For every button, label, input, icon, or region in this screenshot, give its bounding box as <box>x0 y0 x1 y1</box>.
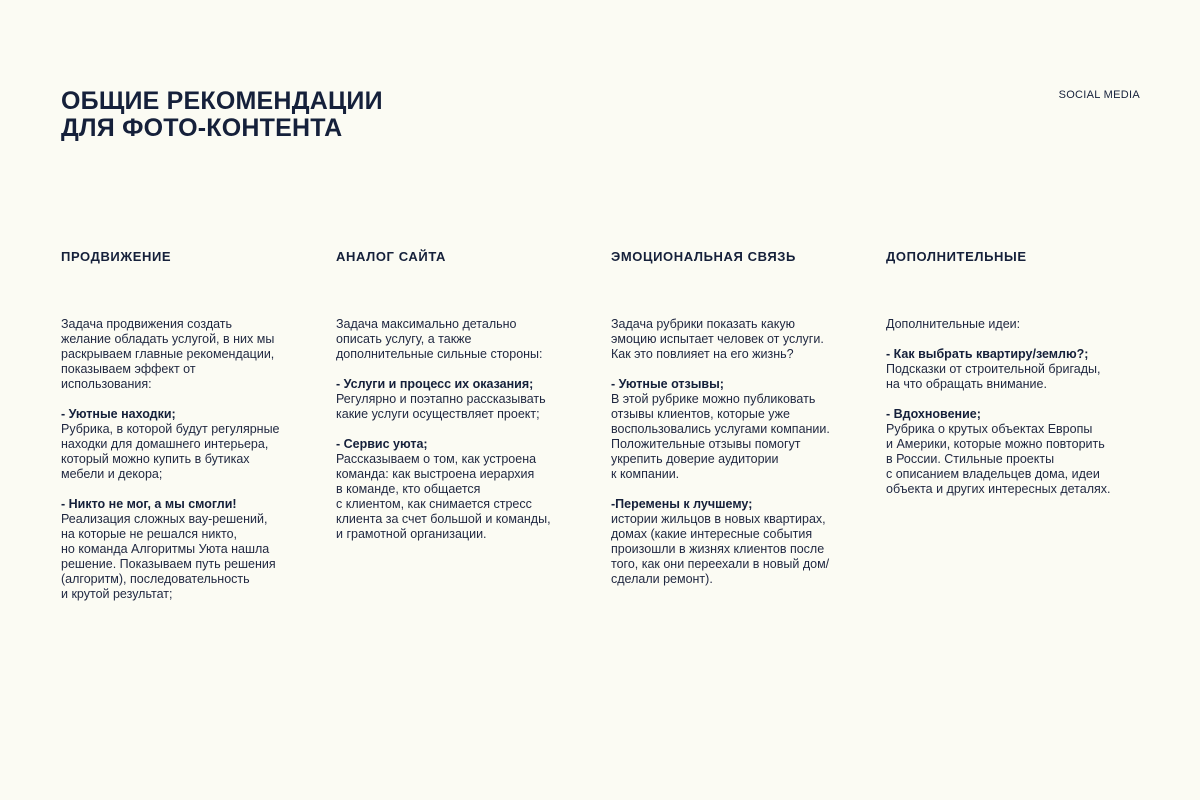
column-heading: ПРОДВИЖЕНИЕ <box>61 249 172 264</box>
column-body <box>336 317 576 542</box>
column-site-analog <box>336 249 576 557</box>
page-title-line-1: ОБЩИЕ РЕКОМЕНДАЦИИ <box>61 87 383 115</box>
page-title <box>61 88 383 142</box>
column-intro: Задача рубрики показать какую эмоцию испытает человек от услуги. Как это повлияет на его жизнь? <box>611 317 824 361</box>
rubric-text: Подсказки от строительной бригады, на что обращать внимание. <box>886 362 1101 391</box>
column-intro: Задача максимально детально описать услугу, а также дополнительные сильные стороны: <box>336 317 543 361</box>
column-heading: ЭМОЦИОНАЛЬНАЯ СВЯЗЬ <box>611 249 796 264</box>
rubric-block <box>336 437 576 542</box>
rubric-text: Реализация сложных вау-решений, на которые не решался никто, но команда Алгоритмы Уюта нашла решение. Показываем путь решения (алгоритм), последовательность и крутой результат; <box>61 512 276 601</box>
rubric-title: - Услуги и процесс их оказания; <box>336 377 534 391</box>
rubric-block <box>61 497 301 602</box>
column-intro: Дополнительные идеи: <box>886 317 1021 331</box>
rubric-text: Рубрика, в которой будут регулярные находки для домашнего интерьера, который можно купить в бутиках мебели и декора; <box>61 422 280 481</box>
column-promotion <box>61 249 301 617</box>
rubric-title: - Как выбрать квартиру/землю?; <box>886 347 1089 361</box>
rubric-block <box>886 347 1146 392</box>
rubric-title: - Вдохновение; <box>886 407 981 421</box>
column-heading: ДОПОЛНИТЕЛЬНЫЕ <box>886 249 1027 264</box>
column-body <box>611 317 851 587</box>
rubric-title: - Сервис уюта; <box>336 437 428 451</box>
column-body <box>61 317 301 602</box>
rubric-block <box>611 377 851 482</box>
page-title-line-2: ДЛЯ ФОТО-КОНТЕНТА <box>61 114 343 142</box>
column-additional <box>886 249 1146 512</box>
rubric-title: - Уютные находки; <box>61 407 176 421</box>
rubric-text: истории жильцов в новых квартирах, домах (какие интересные события произошли в жизнях клиентов после того, как они переехали в новый дом/ сделали ремонт). <box>611 512 830 586</box>
rubric-block <box>336 377 576 422</box>
rubric-block <box>61 407 301 482</box>
section-label: SOCIAL MEDIA <box>1058 89 1140 101</box>
rubric-text: Регулярно и поэтапно рассказывать какие услуги осуществляет проект; <box>336 392 546 421</box>
rubric-text: В этой рубрике можно публиковать отзывы клиентов, которые уже воспользовались услугами компании. Положительные отзывы помогут укрепить доверие аудитории к компании. <box>611 392 830 481</box>
rubric-title: - Никто не мог, а мы смогли! <box>61 497 237 511</box>
rubric-block <box>611 497 851 587</box>
rubric-title: - Уютные отзывы; <box>611 377 724 391</box>
rubric-text: Рассказываем о том, как устроена команда: как выстроена иерархия в команде, кто общается с клиентом, как снимается стресс клиента за счет большой и команды, и грамотной организации. <box>336 452 551 541</box>
column-intro: Задача продвижения создать желание обладать услугой, в них мы раскрываем главные рекомендации, показываем эффект от использования: <box>61 317 275 391</box>
rubric-text: Рубрика о крутых объектах Европы и Америки, которые можно повторить в России. Стильные проекты с описанием владельцев дома, идеи объекта и других интересных деталях. <box>886 422 1111 496</box>
rubric-block <box>886 407 1146 497</box>
column-heading: АНАЛОГ САЙТА <box>336 249 447 264</box>
column-body <box>886 317 1146 497</box>
rubric-title: -Перемены к лучшему; <box>611 497 753 511</box>
column-emotional-connection <box>611 249 851 602</box>
